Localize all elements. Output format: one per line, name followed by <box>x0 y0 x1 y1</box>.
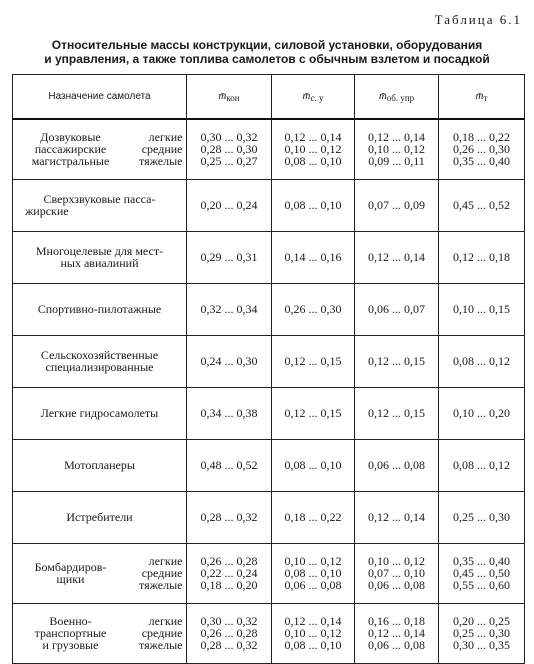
mass-fractions-table <box>12 74 525 664</box>
m-t-cell: 0,10 ... 0,15 <box>439 283 525 335</box>
table-row <box>13 491 525 543</box>
m-su-cell: 0,26 ... 0,30 <box>272 283 355 335</box>
m-kon-cell: 0,34 ... 0,38 <box>187 387 272 439</box>
m-obupr-cell: 0,12 ... 0,14 <box>355 491 439 543</box>
table-row <box>13 439 525 491</box>
m-obupr-cell: 0,12 ... 0,15 <box>355 335 439 387</box>
table-row <box>13 387 525 439</box>
m-su-cell: 0,14 ... 0,16 <box>272 231 355 283</box>
m-su-cell: 0,08 ... 0,10 <box>272 439 355 491</box>
table-row <box>13 119 525 179</box>
m-su-cell: 0,10 ... 0,12 0,08 ... 0,10 0,06 ... 0,08 <box>272 543 355 603</box>
m-t-cell: 0,08 ... 0,12 <box>439 439 525 491</box>
m-su-cell: 0,12 ... 0,15 <box>272 387 355 439</box>
m-obupr-cell: 0,06 ... 0,07 <box>355 283 439 335</box>
table-row <box>13 179 525 231</box>
header-m-t: $m̄_т$ <box>439 75 525 120</box>
m-t-cell: 0,12 ... 0,18 <box>439 231 525 283</box>
header-m-kon: $m̄_{кон}$ <box>187 75 272 120</box>
table-row <box>13 231 525 283</box>
caption-line-1: Относительные массы конструкции, силовой установки, оборудования <box>51 38 483 52</box>
m-obupr-cell: 0,12 ... 0,14 <box>355 231 439 283</box>
m-t-cell: 0,35 ... 0,40 0,45 ... 0,50 0,55 ... 0,60 <box>439 543 525 603</box>
m-kon-cell: 0,28 ... 0,32 <box>187 491 272 543</box>
m-kon-cell: 0,48 ... 0,52 <box>187 439 272 491</box>
m-kon-cell: 0,24 ... 0,30 <box>187 335 272 387</box>
purpose-cell: Бомбардиров- щики легкие средние тяжелые <box>13 543 187 603</box>
m-obupr-cell: 0,07 ... 0,09 <box>355 179 439 231</box>
m-kon-cell: 0,26 ... 0,28 0,22 ... 0,24 0,18 ... 0,20 <box>187 543 272 603</box>
m-su-cell: 0,12 ... 0,15 <box>272 335 355 387</box>
purpose-cell: Сверхзвуковые пасса- жирские <box>13 179 187 231</box>
caption-line-2: и управления, а также топлива самолетов с обычным взлетом и посадкой <box>44 52 490 66</box>
m-t-cell: 0,25 ... 0,30 <box>439 491 525 543</box>
table-number: Таблица 6.1 <box>434 12 522 27</box>
header-m-su: $m̄_{с. у}$ <box>272 75 355 120</box>
header-row <box>13 75 525 120</box>
m-t-cell: 0,08 ... 0,12 <box>439 335 525 387</box>
m-obupr-cell: 0,12 ... 0,15 <box>355 387 439 439</box>
m-su-cell: 0,18 ... 0,22 <box>272 491 355 543</box>
purpose-cell: Дозвуковые пассажирские магистральные легкие средние тяжелые <box>13 119 187 179</box>
m-obupr-cell: 0,10 ... 0,12 0,07 ... 0,10 0,06 ... 0,08 <box>355 543 439 603</box>
table-caption <box>10 38 524 66</box>
m-kon-cell: 0,20 ... 0,24 <box>187 179 272 231</box>
m-obupr-cell: 0,16 ... 0,18 0,12 ... 0,14 0,06 ... 0,08 <box>355 603 439 663</box>
m-kon-cell: 0,29 ... 0,31 <box>187 231 272 283</box>
purpose-cell: Мотопланеры <box>13 439 187 491</box>
purpose-cell: Сельскохозяйственные специализированные <box>13 335 187 387</box>
m-kon-cell: 0,30 ... 0,32 0,28 ... 0,30 0,25 ... 0,27 <box>187 119 272 179</box>
header-m-obupr: $m̄_{об. упр}$ <box>355 75 439 120</box>
purpose-cell: Многоцелевые для мест- ных авиалиний <box>13 231 187 283</box>
table-row <box>13 335 525 387</box>
m-t-cell: 0,18 ... 0,22 0,26 ... 0,30 0,35 ... 0,40 <box>439 119 525 179</box>
m-su-cell: 0,12 ... 0,14 0,10 ... 0,12 0,08 ... 0,10 <box>272 603 355 663</box>
m-su-cell: 0,08 ... 0,10 <box>272 179 355 231</box>
purpose-cell: Спортивно-пилотажные <box>13 283 187 335</box>
m-t-cell: 0,45 ... 0,52 <box>439 179 525 231</box>
purpose-cell: Истребители <box>13 491 187 543</box>
purpose-cell: Легкие гидросамолеты <box>13 387 187 439</box>
m-kon-cell: 0,30 ... 0,32 0,26 ... 0,28 0,28 ... 0,32 <box>187 603 272 663</box>
table-row <box>13 603 525 663</box>
purpose-cell: Военно- транспортные и грузовые легкие средние тяжелые <box>13 603 187 663</box>
m-t-cell: 0,10 ... 0,20 <box>439 387 525 439</box>
header-purpose: Назначение самолета <box>13 75 187 120</box>
m-kon-cell: 0,32 ... 0,34 <box>187 283 272 335</box>
m-obupr-cell: 0,06 ... 0,08 <box>355 439 439 491</box>
m-su-cell: 0,12 ... 0,14 0,10 ... 0,12 0,08 ... 0,10 <box>272 119 355 179</box>
table-row <box>13 543 525 603</box>
m-obupr-cell: 0,12 ... 0,14 0,10 ... 0,12 0,09 ... 0,11 <box>355 119 439 179</box>
m-t-cell: 0,20 ... 0,25 0,25 ... 0,30 0,30 ... 0,35 <box>439 603 525 663</box>
table-row <box>13 283 525 335</box>
